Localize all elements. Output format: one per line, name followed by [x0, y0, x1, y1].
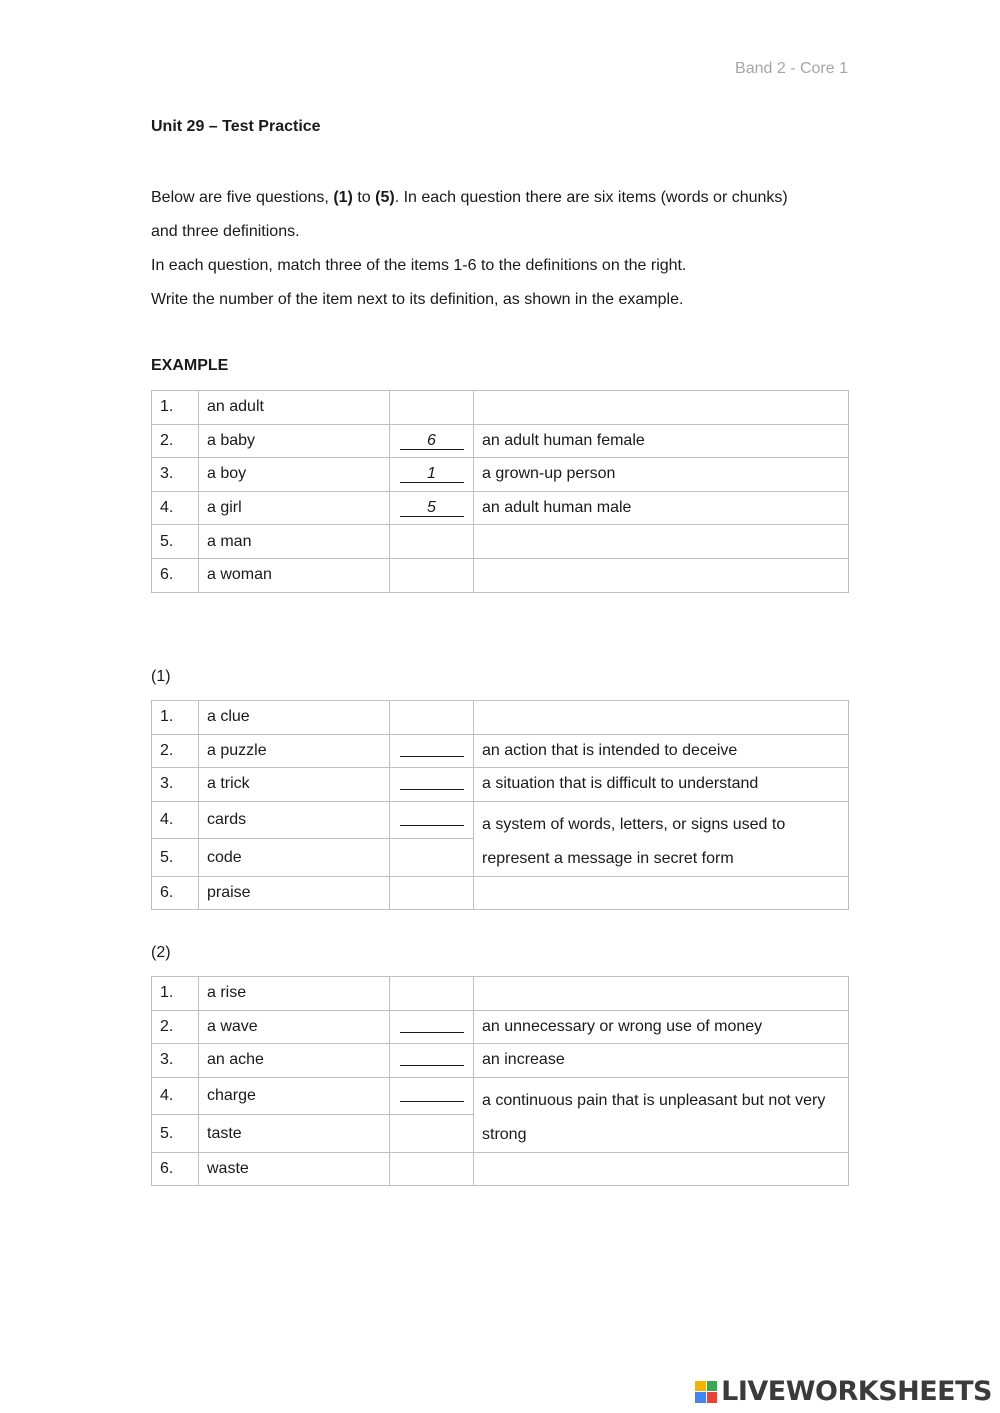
- table-row: [152, 1044, 849, 1078]
- definition-cell-empty: [474, 977, 849, 1011]
- table-row: [152, 768, 849, 802]
- table-row: [152, 701, 849, 735]
- item-number: 1.: [152, 977, 199, 1011]
- item-number: 2.: [152, 1010, 199, 1044]
- item-word: a rise: [199, 977, 390, 1011]
- table-row: [152, 1077, 849, 1115]
- definition: an increase: [474, 1044, 849, 1078]
- definition-cell-empty: [474, 525, 849, 559]
- table-row: [152, 801, 849, 839]
- item-word: a clue: [199, 701, 390, 735]
- answer-blank[interactable]: [400, 1085, 464, 1102]
- answer-blank[interactable]: [400, 1049, 464, 1066]
- example-answer: 5: [400, 500, 464, 517]
- answer-cell-empty: [390, 558, 474, 592]
- logo-mark-icon: [695, 1381, 717, 1403]
- definition: an unnecessary or wrong use of money: [474, 1010, 849, 1044]
- answer-cell-empty: [390, 839, 474, 877]
- answer-cell: [390, 424, 474, 458]
- table-row: [152, 1010, 849, 1044]
- question-1-table: [151, 700, 849, 910]
- definition: an adult human male: [474, 491, 849, 525]
- table-row: [152, 977, 849, 1011]
- answer-cell: [390, 1044, 474, 1078]
- item-number: 5.: [152, 1115, 199, 1153]
- definition: an adult human female: [474, 424, 849, 458]
- answer-blank[interactable]: [400, 740, 464, 757]
- question-2-label: (2): [151, 944, 171, 961]
- table-row: [152, 734, 849, 768]
- example-table: [151, 390, 849, 593]
- answer-cell-empty: [390, 876, 474, 910]
- answer-cell: [390, 801, 474, 839]
- item-number: 4.: [152, 491, 199, 525]
- item-number: 3.: [152, 1044, 199, 1078]
- table-row: [152, 525, 849, 559]
- instruction-line-3: In each question, match three of the items 1-6 to the definitions on the right.: [151, 257, 687, 274]
- item-number: 2.: [152, 734, 199, 768]
- item-number: 3.: [152, 768, 199, 802]
- question-2-table: [151, 976, 849, 1186]
- page-header-band: Band 2 - Core 1: [735, 60, 848, 77]
- answer-cell-empty: [390, 391, 474, 425]
- answer-cell: [390, 1010, 474, 1044]
- item-word: a trick: [199, 768, 390, 802]
- logo-text: LIVEWORKSHEETS: [721, 1376, 992, 1407]
- item-word: charge: [199, 1077, 390, 1115]
- item-number: 6.: [152, 558, 199, 592]
- table-row: [152, 424, 849, 458]
- table-row: [152, 876, 849, 910]
- item-word: praise: [199, 876, 390, 910]
- definition: a system of words, letters, or signs used to represent a message in secret form: [474, 801, 849, 876]
- item-number: 5.: [152, 839, 199, 877]
- definition-cell-empty: [474, 876, 849, 910]
- item-word: code: [199, 839, 390, 877]
- answer-cell: [390, 734, 474, 768]
- answer-blank[interactable]: [400, 773, 464, 790]
- answer-cell: [390, 768, 474, 802]
- table-row: [152, 391, 849, 425]
- definition: a grown-up person: [474, 458, 849, 492]
- item-number: 3.: [152, 458, 199, 492]
- answer-cell-empty: [390, 1152, 474, 1186]
- table-row: [152, 491, 849, 525]
- item-number: 2.: [152, 424, 199, 458]
- definition: a situation that is difficult to understand: [474, 768, 849, 802]
- item-number: 1.: [152, 701, 199, 735]
- definition: a continuous pain that is unpleasant but not very strong: [474, 1077, 849, 1152]
- table-row: [152, 558, 849, 592]
- answer-cell: [390, 491, 474, 525]
- definition: an action that is intended to deceive: [474, 734, 849, 768]
- answer-cell-empty: [390, 977, 474, 1011]
- definition-cell-empty: [474, 391, 849, 425]
- page-title: Unit 29 – Test Practice: [151, 118, 321, 135]
- answer-cell-empty: [390, 525, 474, 559]
- item-number: 4.: [152, 801, 199, 839]
- table-row: [152, 458, 849, 492]
- item-word: a woman: [199, 558, 390, 592]
- item-word: waste: [199, 1152, 390, 1186]
- instruction-line-4: Write the number of the item next to its definition, as shown in the example.: [151, 291, 684, 308]
- answer-cell: [390, 1077, 474, 1115]
- item-word: a girl: [199, 491, 390, 525]
- instruction-line-1: Below are five questions, (1) to (5). In each question there are six items (words or chunks): [151, 189, 788, 206]
- item-number: 4.: [152, 1077, 199, 1115]
- instructions: [151, 181, 848, 317]
- table-row: [152, 1152, 849, 1186]
- answer-cell-empty: [390, 1115, 474, 1153]
- item-word: a puzzle: [199, 734, 390, 768]
- item-word: a man: [199, 525, 390, 559]
- item-word: a wave: [199, 1010, 390, 1044]
- liveworksheets-logo[interactable]: [695, 1376, 992, 1407]
- item-word: a boy: [199, 458, 390, 492]
- item-word: an adult: [199, 391, 390, 425]
- answer-blank[interactable]: [400, 809, 464, 826]
- question-1-label: (1): [151, 668, 171, 685]
- answer-cell: [390, 458, 474, 492]
- example-answer: 1: [400, 466, 464, 483]
- item-number: 6.: [152, 1152, 199, 1186]
- item-number: 5.: [152, 525, 199, 559]
- example-label: EXAMPLE: [151, 357, 229, 374]
- answer-cell-empty: [390, 701, 474, 735]
- item-word: taste: [199, 1115, 390, 1153]
- definition-cell-empty: [474, 701, 849, 735]
- item-number: 6.: [152, 876, 199, 910]
- definition-cell-empty: [474, 558, 849, 592]
- instruction-line-2: and three definitions.: [151, 223, 300, 240]
- item-word: cards: [199, 801, 390, 839]
- item-word: a baby: [199, 424, 390, 458]
- definition-cell-empty: [474, 1152, 849, 1186]
- answer-blank[interactable]: [400, 1016, 464, 1033]
- item-number: 1.: [152, 391, 199, 425]
- item-word: an ache: [199, 1044, 390, 1078]
- example-answer: 6: [400, 433, 464, 450]
